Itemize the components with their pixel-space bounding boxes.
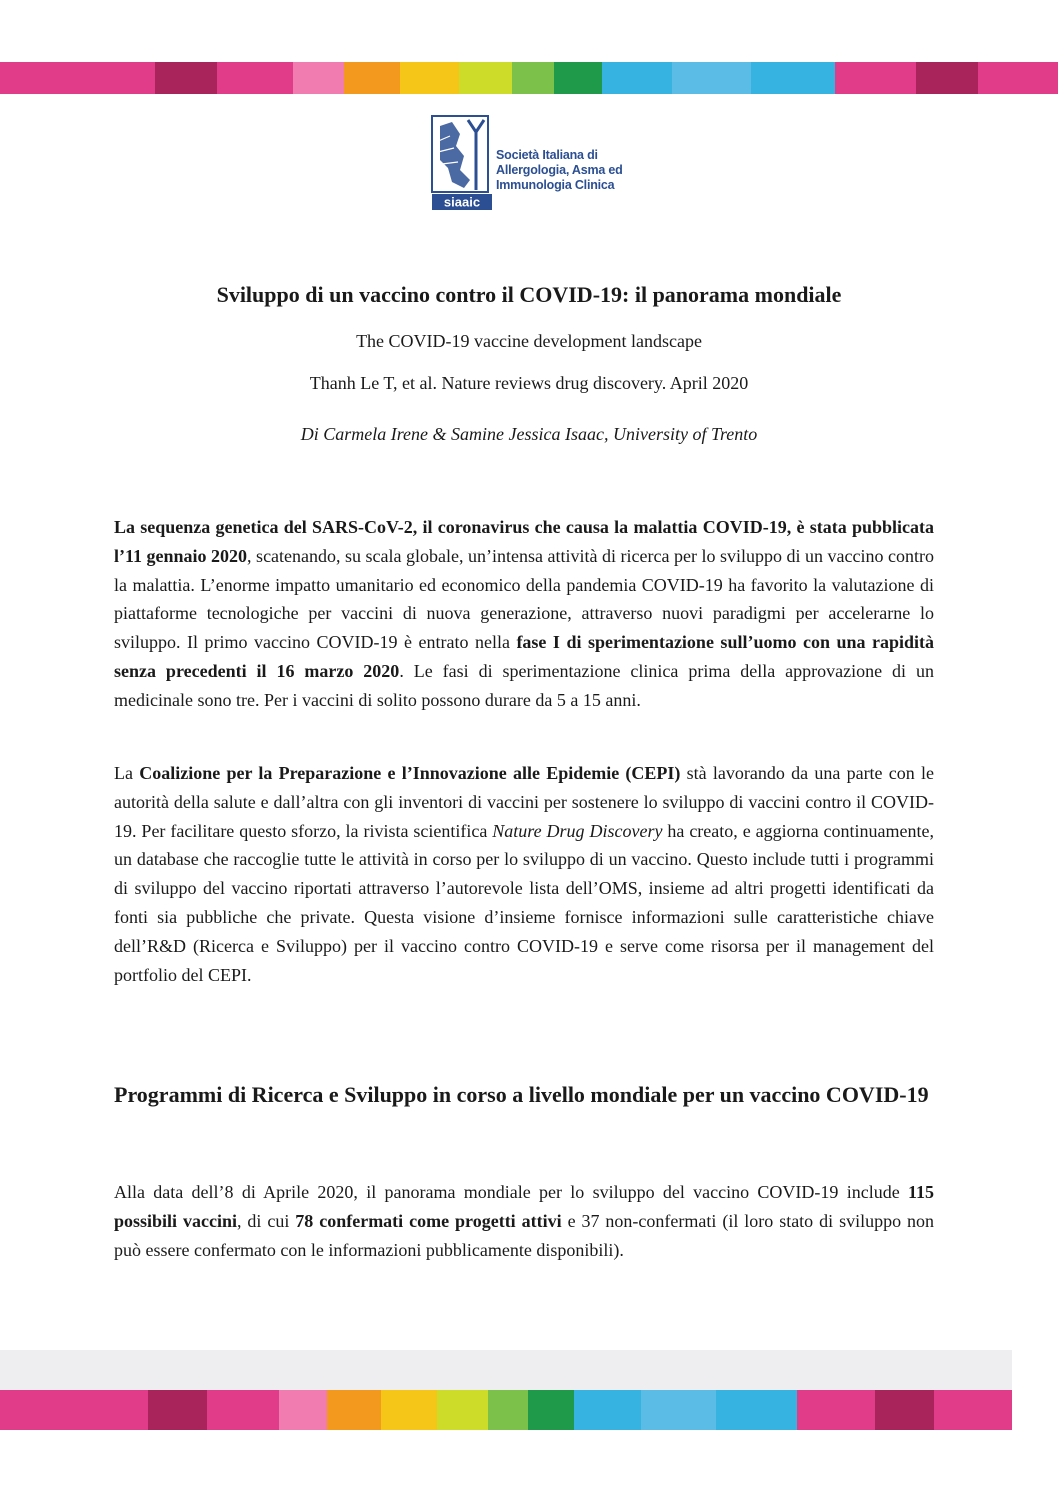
- english-subtitle: The COVID-19 vaccine development landscape: [356, 331, 702, 351]
- stripe-segment: [554, 62, 602, 94]
- stripe-segment: [293, 62, 344, 94]
- stripe-segment: [835, 62, 916, 94]
- article-header: [112, 278, 946, 444]
- siaaic-logo-icon: [430, 112, 494, 212]
- journal-name: Nature Drug Discovery: [492, 820, 663, 841]
- body-text: stà lavorando da una parte con le autorità della salute e dall’altra con gli inventori di vaccini per sostenere lo sviluppo di vaccini contro il COVID-19. Per facilitare questo sforzo, la rivista scientifica: [114, 763, 935, 841]
- stripe-segment: [279, 1390, 327, 1430]
- stripe-segment: [488, 1390, 528, 1430]
- paragraph-cepi: [114, 759, 934, 989]
- bold-text: fase I di sperimentazione sull’uomo con una rapidità senza precedenti il 16 marzo 2020: [114, 632, 934, 681]
- stripe-segment: [0, 1390, 102, 1430]
- body-text: . Le fasi di sperimentazione clinica prima della approvazione di un medicinale sono tre. Per i vaccini di solito possono durare da 5 a 15 anni.: [114, 660, 934, 710]
- section-heading: Programmi di Ricerca e Sviluppo in corso a livello mondiale per un vaccino COVID-19: [114, 1082, 929, 1107]
- logo-abbr: siaaic: [443, 194, 481, 210]
- org-name: [496, 148, 646, 193]
- body-text: ha creato, e aggiorna continuamente, un database che raccoglie tutte le attività in corso per lo sviluppo di un vaccino. Questo include tutti i programmi di sviluppo del vaccino riportati attraverso l’autorevole lista dell’OMS, insieme ad altri progetti identificati da fonti sia pubbliche che private. Questa visione d’insieme fornisce informazioni sulle caratteristiche chiave dell’R&D (Ricerca e Sviluppo) per il vaccino contro COVID-19 e serve come risorsa per il management del portfolio del CEPI.: [114, 820, 934, 985]
- authors: Di Carmela Irene & Samine Jessica Isaac, University of Trento: [300, 424, 758, 444]
- stripe-segment: [207, 1390, 279, 1430]
- page-title: Sviluppo di un vaccino contro il COVID-19: il panorama mondiale: [216, 282, 842, 307]
- stripe-segment: [107, 62, 155, 94]
- stripe-segment: [751, 62, 835, 94]
- stripe-segment: [0, 62, 107, 94]
- bottom-color-stripe: [0, 1390, 1012, 1430]
- org-name-line-1: Società Italiana di: [496, 148, 598, 162]
- stripe-segment: [155, 62, 217, 94]
- stripe-segment: [217, 62, 293, 94]
- body-text: La: [114, 763, 140, 783]
- stripe-segment: [148, 1390, 207, 1430]
- bold-text: 115 possibili vaccini: [114, 1182, 934, 1231]
- paragraph-status: [114, 1178, 934, 1264]
- stripe-segment: [400, 62, 459, 94]
- stripe-segment: [574, 1390, 641, 1430]
- bold-text: 78 confermati come progetti attivi: [295, 1210, 562, 1231]
- stripe-segment: [437, 1390, 488, 1430]
- top-color-stripe: [0, 62, 1058, 94]
- body-text: Alla data dell’8 di Aprile 2020, il panorama mondiale per lo sviluppo del vaccino COVID-19 include: [114, 1182, 908, 1202]
- stripe-segment: [602, 62, 672, 94]
- stripe-segment: [875, 1390, 934, 1430]
- stripe-segment: [978, 62, 1058, 94]
- stripe-segment: [102, 1390, 148, 1430]
- stripe-segment: [672, 62, 751, 94]
- org-name-line-2: Allergologia, Asma ed: [496, 163, 623, 177]
- stripe-segment: [459, 62, 512, 94]
- bold-text: La sequenza genetica del SARS-CoV-2, il coronavirus che causa la malattia COVID-19, è stata pubblicata l’11 gennaio 2020: [114, 517, 934, 566]
- stripe-segment: [528, 1390, 574, 1430]
- bold-text: Coalizione per la Preparazione e l’Innovazione alle Epidemie (CEPI): [139, 763, 681, 783]
- stripe-segment: [934, 1390, 1012, 1430]
- stripe-segment: [916, 62, 978, 94]
- stripe-segment: [641, 1390, 716, 1430]
- stripe-segment: [344, 62, 400, 94]
- stripe-segment: [381, 1390, 437, 1430]
- siaaic-logo: [430, 112, 630, 212]
- footer-grey-band: [0, 1350, 1012, 1392]
- citation: Thanh Le T, et al. Nature reviews drug discovery. April 2020: [309, 373, 749, 393]
- stripe-segment: [327, 1390, 381, 1430]
- org-name-line-3: Immunologia Clinica: [496, 178, 615, 192]
- body-text: , scatenando, su scala globale, un’intensa attività di ricerca per lo sviluppo di un vaccino contro la malattia. L’enorme impatto umanitario ed economico della pandemia COVID-19 ha favorito la valutazione di piattaforme tecnologiche per vaccini di nuova generazione, attraverso nuovi paradigmi per accelerarne lo sviluppo. Il primo vaccino COVID-19 è entrato nella: [114, 545, 935, 653]
- stripe-segment: [512, 62, 554, 94]
- body-text: e 37 non-confermati (il loro stato di sviluppo non può essere confermato con le informazioni pubblicamente disponibili).: [114, 1210, 935, 1260]
- body-text: , di cui: [236, 1210, 296, 1231]
- paragraph-intro: [114, 513, 934, 715]
- stripe-segment: [716, 1390, 797, 1430]
- stripe-segment: [797, 1390, 875, 1430]
